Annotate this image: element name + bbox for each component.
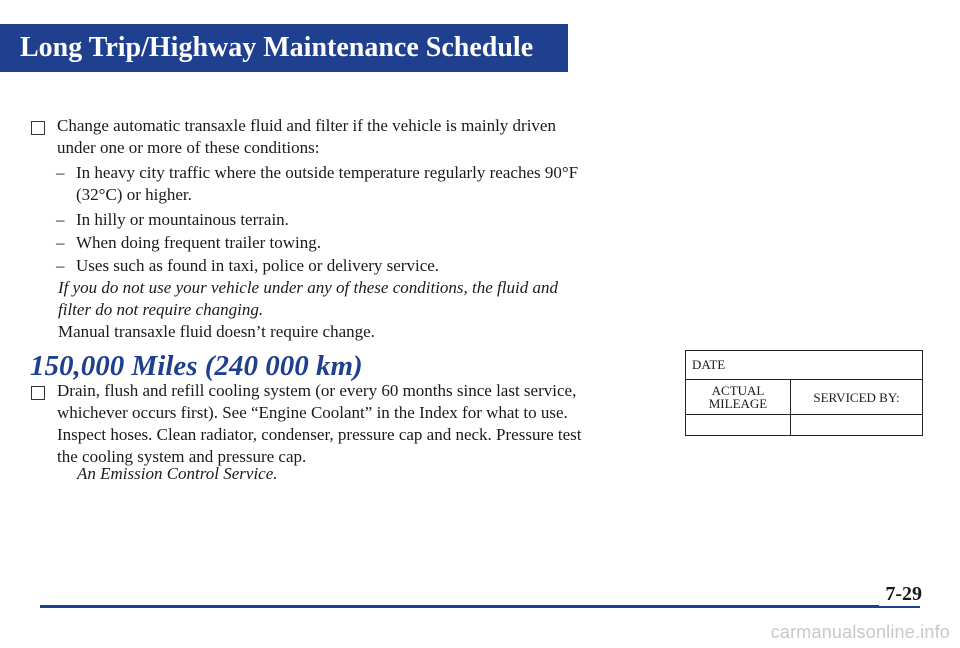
cooling-item-line: the cooling system and pressure cap. [57, 447, 307, 466]
condition-item [56, 232, 321, 254]
serviced-by-header [791, 380, 923, 415]
footer-rule [40, 605, 920, 608]
watermark: carmanualsonline.info [770, 622, 950, 642]
page-title: Long Trip/Highway Maintenance Schedule [20, 32, 534, 63]
cooling-item-line: whichever occurs first). See “Engine Coolant” in the Index for what to use. [57, 403, 568, 422]
condition-text: Uses such as found in taxi, police or delivery service. [76, 256, 440, 275]
checkbox-transaxle-item[interactable] [31, 121, 45, 135]
serviced-by-field[interactable] [791, 415, 923, 436]
page-number: 7-29 [879, 583, 922, 606]
dash-icon: – [56, 163, 65, 182]
cooling-item-line: Drain, flush and refill cooling system (or every 60 months since last service, [57, 381, 577, 400]
emission-note: An Emission Control Service. [77, 464, 278, 483]
transaxle-item-line2: under one or more of these conditions: [57, 138, 320, 157]
cooling-item-line: Inspect hoses. Clean radiator, condenser, pressure cap and neck. Pressure test [57, 425, 582, 444]
transaxle-note-line1: If you do not use your vehicle under any of these conditions, the fluid and [58, 278, 558, 297]
dash-icon: – [56, 256, 65, 275]
condition-item [56, 255, 439, 277]
condition-item [56, 209, 289, 231]
condition-text: When doing frequent trailer towing. [76, 233, 322, 252]
condition-text-continued: (32°C) or higher. [76, 185, 192, 204]
dash-icon: – [56, 210, 65, 229]
condition-text: In heavy city traffic where the outside temperature regularly reaches 90°F [76, 163, 579, 182]
transaxle-item-line1: Change automatic transaxle fluid and filter if the vehicle is mainly driven [57, 116, 556, 135]
transaxle-note-line2: filter do not require changing. [58, 300, 264, 319]
section-heading: 150,000 Miles (240 000 km) [30, 350, 363, 382]
service-record-table [685, 350, 923, 436]
serviced-by-label: SERVICED BY: [813, 389, 900, 405]
manual-transaxle-note: Manual transaxle fluid doesn’t require change. [58, 322, 375, 341]
mileage-label-line1: ACTUAL [711, 383, 765, 398]
actual-mileage-header [686, 380, 791, 415]
dash-icon: – [56, 233, 65, 252]
condition-text: In hilly or mountainous terrain. [76, 210, 289, 229]
date-label: DATE [692, 357, 726, 372]
header-banner [0, 24, 558, 72]
mileage-label-line2: MILEAGE [708, 396, 768, 411]
date-field[interactable] [686, 351, 923, 380]
checkbox-cooling-item[interactable] [31, 386, 45, 400]
condition-item [56, 162, 578, 184]
actual-mileage-field[interactable] [686, 415, 791, 436]
